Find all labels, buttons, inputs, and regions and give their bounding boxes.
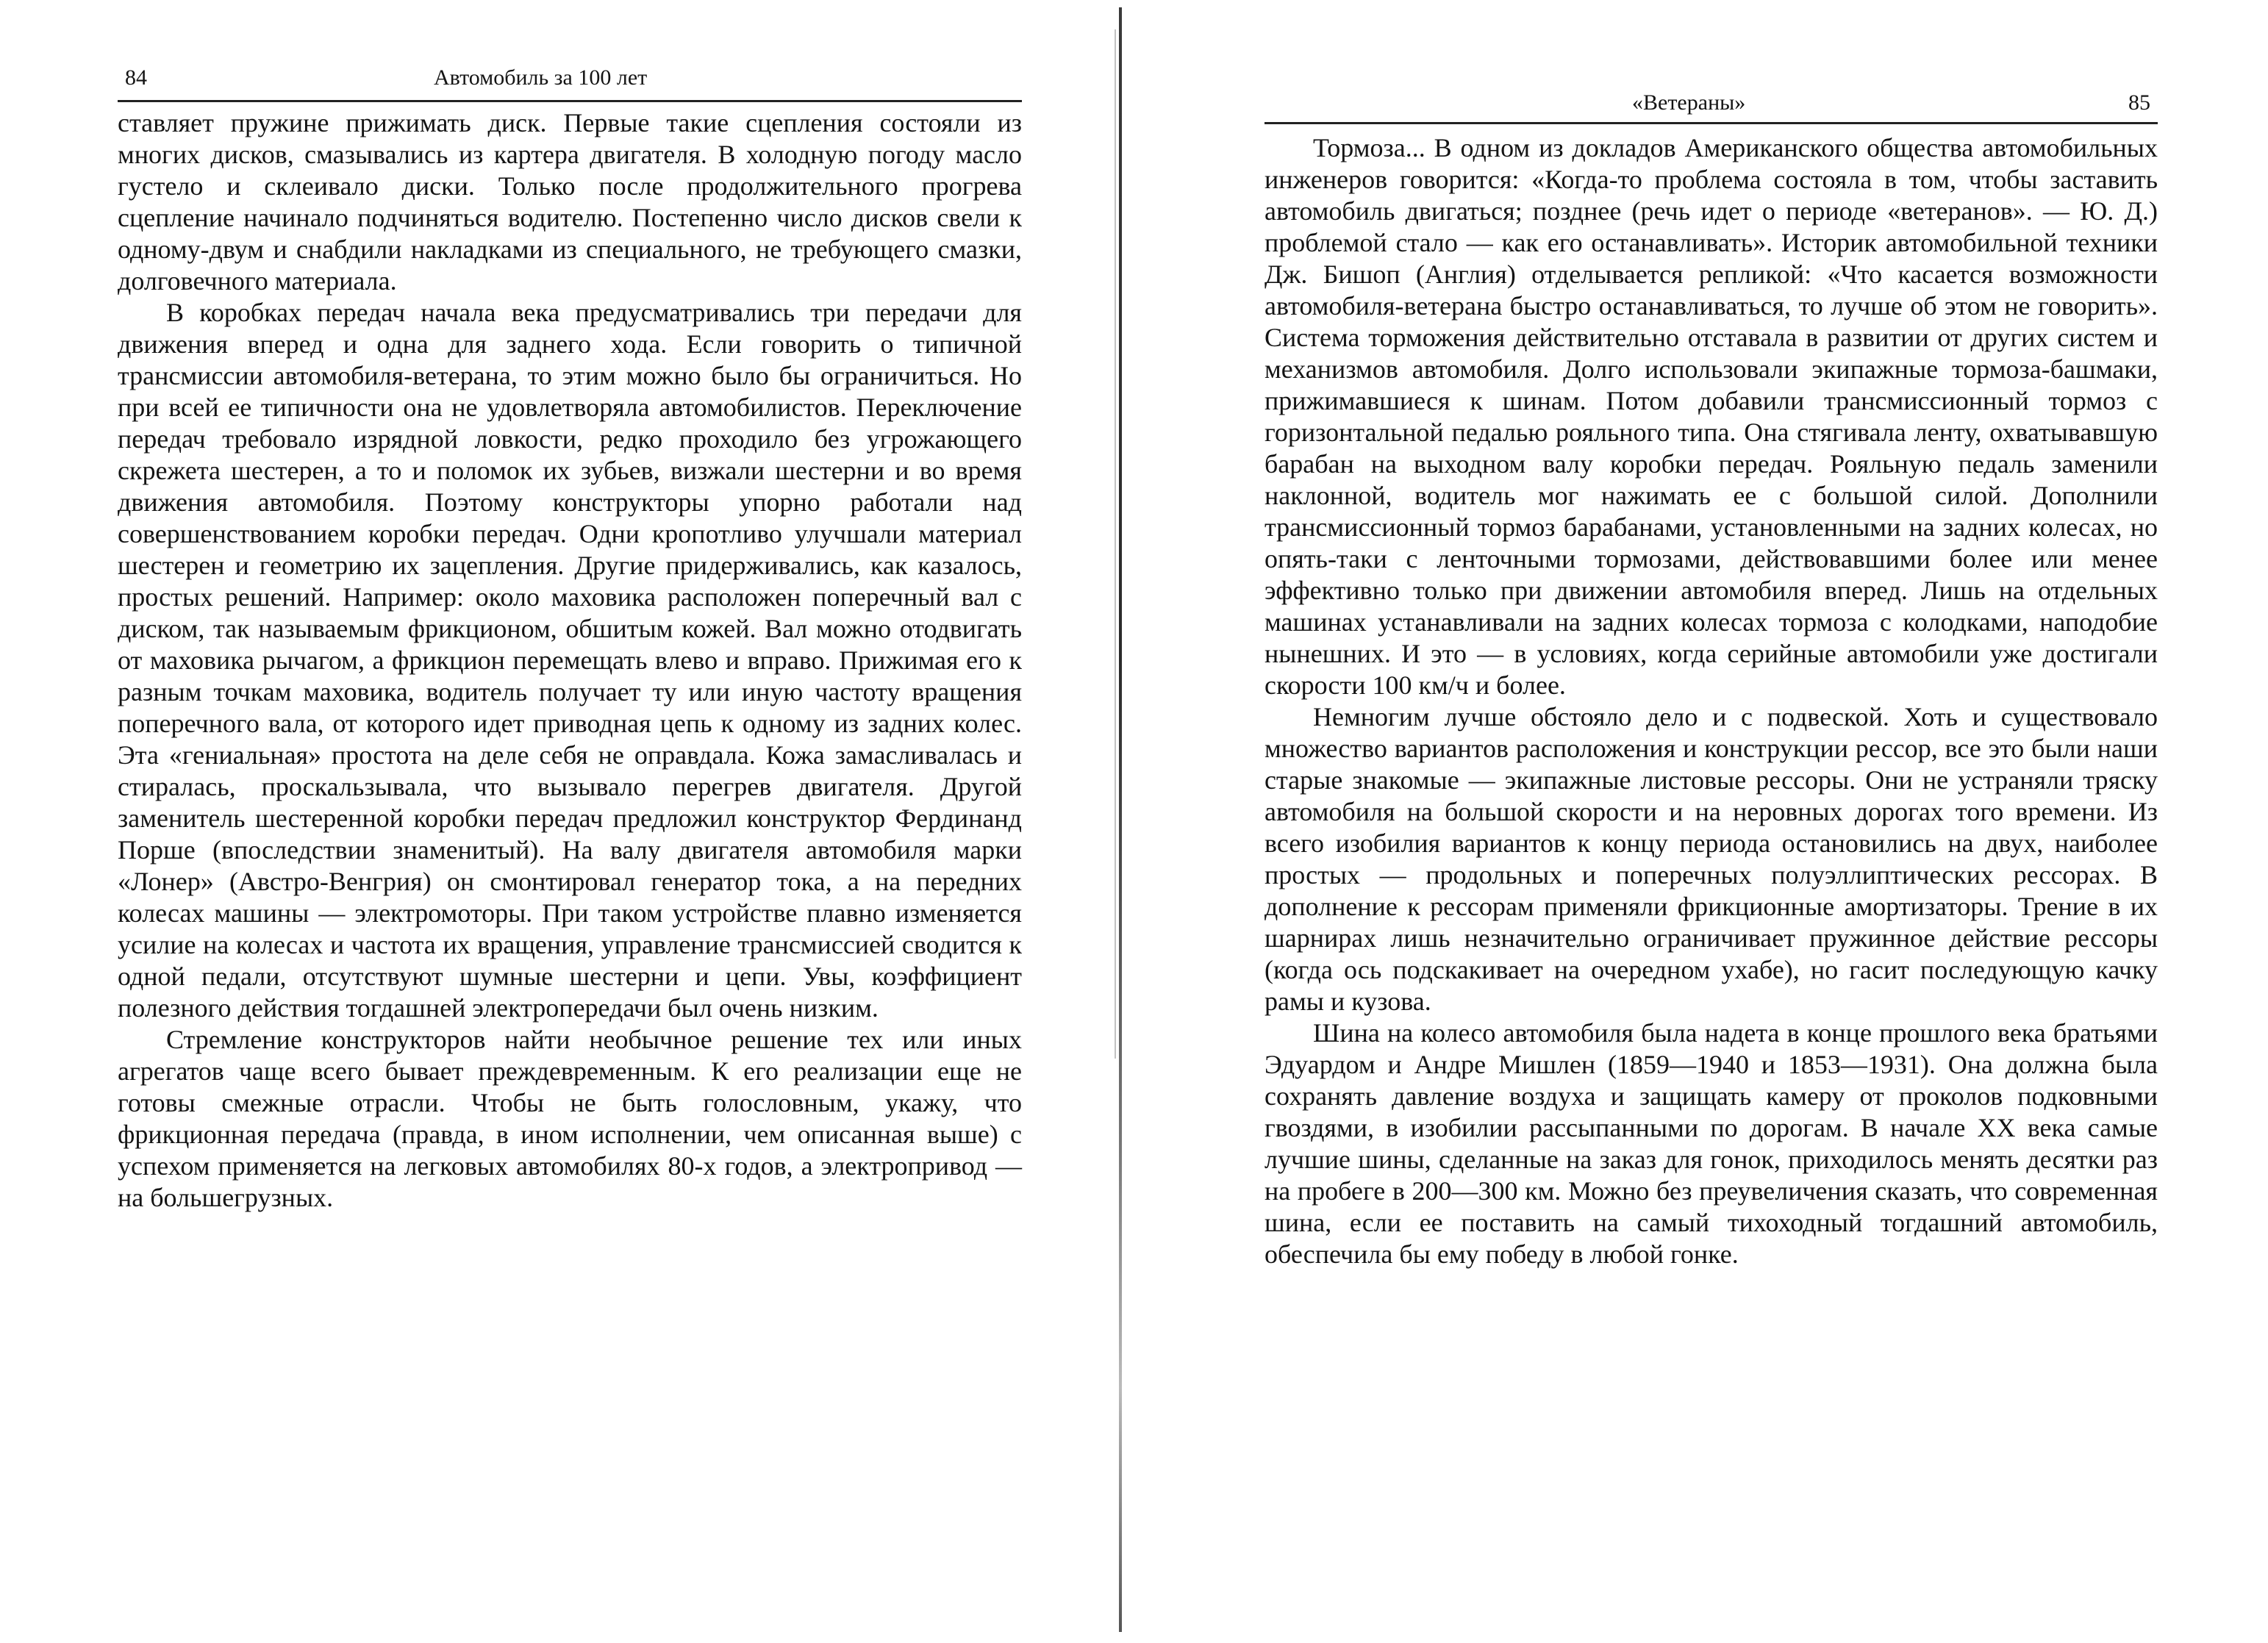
left-page-header <box>118 63 1022 93</box>
right-page-number: 85 <box>2128 90 2150 115</box>
gutter-line <box>1119 7 1122 1632</box>
right-paragraph-1: Тормоза... В одном из докладов Американского общества автомобильных инженеров говорится: «Когда-то проблема состояла в том, чтобы заставить автомобиль двигаться; позднее (речь идет о периоде «ветеранов». — Ю. Д.) проблемой стало — как его останавливать». Историк автомобильной техники Дж. Бишоп (Англия) отделывается репликой: «Что касается возможности автомобиля-ветерана быстро останавливаться, то лучше об этом не говорить». Система торможения действительно отставала в развитии от других систем и механизмов автомобиля. Долго использовали экипажные тормоза-башмаки, прижимавшиеся к шинам. Потом добавили трансмиссионный тормоз с горизонтальной педалью рояльного типа. Она стягивала ленту, охватывавшую барабан на выходном валу коробки передач. Рояльную педаль заменили наклонной, водитель мог нажимать ее с большой силой. Дополнили трансмиссионный тормоз барабанами, установленными на задних колесах, но опять-таки с ленточными тормозами, действовавшими более или менее эффективно только при движении автомобиля вперед. Лишь на отдельных машинах устанавливали на задних колесах тормоза с колодками, наподобие нынешних. И это — в условиях, когда серийные автомобили уже достигали скорости 100 км/ч и более. <box>1264 133 2158 700</box>
left-page-body <box>118 107 1022 1214</box>
left-page <box>118 0 1022 1643</box>
left-paragraph-3: Стремление конструкторов найти необычное решение тех или иных агрегатов чаще всего бывает преждевременным. К его реализации еще не готовы смежные отрасли. Чтобы не быть голословным, укажу, что фрикционная передача (правда, в ином исполнении, чем описанная выше) с успехом применяется на легковых автомобилях 80-х годов, а электропривод — на большегрузных. <box>118 1025 1022 1212</box>
left-page-number: 84 <box>125 65 147 90</box>
right-running-title: «Ветераны» <box>1632 90 1746 115</box>
book-gutter-shadow <box>1110 0 1132 1643</box>
right-page-header <box>1264 88 2158 118</box>
left-paragraph-1: ставляет пружине прижимать диск. Первые такие сцепления состояли из многих дисков, смазывались из картера двигателя. В холодную погоду масло густело и склеивало диски. Только после продолжительного прогрева сцепление начинало подчиняться водителю. Постепенно число дисков свели к одному-двум и снабдили накладками из специального, не требующего смазки, долговечного материала. <box>118 108 1022 296</box>
right-paragraph-3: Шина на колесо автомобиля была надета в конце прошлого века братьями Эдуардом и Андре Мишлен (1859—1940 и 1853—1931). Она должна была сохранять давление воздуха и защищать камеру от проколов подковными гвоздями, в изобилии рассыпанными по дорогам. В начале XX века самые лучшие шины, сделанные на заказ для гонок, приходилось менять десятки раз на пробеге в 200—300 км. Можно без преувеличения сказать, что современная шина, если ее поставить на самый тихоходный тогдашний автомобиль, обеспечила бы ему победу в любой гонке. <box>1264 1018 2158 1269</box>
right-paragraph-2: Немногим лучше обстояло дело и с подвеской. Хоть и существовало множество вариантов расположения и конструкции рессор, все это были наши старые знакомые — экипажные листовые рессоры. Они не устраняли тряску автомобиля на большой скорости и на неровных дорогах того времени. Из всего изобилия вариантов к концу периода остановились на двух, наиболее простых — продольных и поперечных полуэллиптических рессорах. В дополнение к рессорам применяли фрикционные амортизаторы. Трение в их шарнирах лишь незначительно ограничивает пружинное действие рессоры (когда ось подскакивает на очередном ухабе), но гасит последующую качку рамы и кузова. <box>1264 702 2158 1016</box>
right-page-body <box>1264 132 2158 1270</box>
left-running-title: Автомобиль за 100 лет <box>434 65 648 90</box>
gutter-line-faint <box>1115 29 1116 1059</box>
right-header-rule <box>1264 122 2158 124</box>
left-header-rule <box>118 100 1022 102</box>
right-page <box>1264 0 2158 1643</box>
left-paragraph-2: В коробках передач начала века предусматривались три передачи для движения вперед и одна для заднего хода. Если говорить о типичной трансмиссии автомобиля-ветерана, то этим можно было бы ограничиться. Но при всей ее типичности она не удовлетворяла автомобилистов. Переключение передач требовало изрядной ловкости, редко проходило без угрожающего скрежета шестерен, а то и поломок их зубьев, визжали шестерни и во время движения автомобиля. Поэтому конструкторы упорно работали над совершенствованием коробки передач. Одни кропотливо улучшали материал шестерен и геометрию их зацепления. Другие придерживались, как казалось, простых решений. Например: около маховика расположен поперечный вал с диском, так называемым фрикционом, обшитым кожей. Вал можно отодвигать от маховика рычагом, а фрикцион перемещать влево и вправо. Прижимая его к разным точкам маховика, водитель получает ту или иную частоту вращения поперечного вала, от которого идет приводная цепь к одному из задних колес. Эта «гениальная» простота на деле себя не оправдала. Кожа замасливалась и стиралась, проскальзывала, что вызывало перегрев двигателя. Другой заменитель шестеренной коробки передач предложил конструктор Фердинанд Порше (впоследствии знаменитый). На валу двигателя автомобиля марки «Лонер» (Австро-Венгрия) он смонтировал генератор тока, а на передних колесах машины — электромоторы. При таком устройстве плавно изменяется усилие на колесах и частота их вращения, управление трансмиссией сводится к одной педали, отсутствуют шумные шестерни и цепи. Увы, коэффициент полезного действия тогдашней электропередачи был очень низким. <box>118 298 1022 1023</box>
